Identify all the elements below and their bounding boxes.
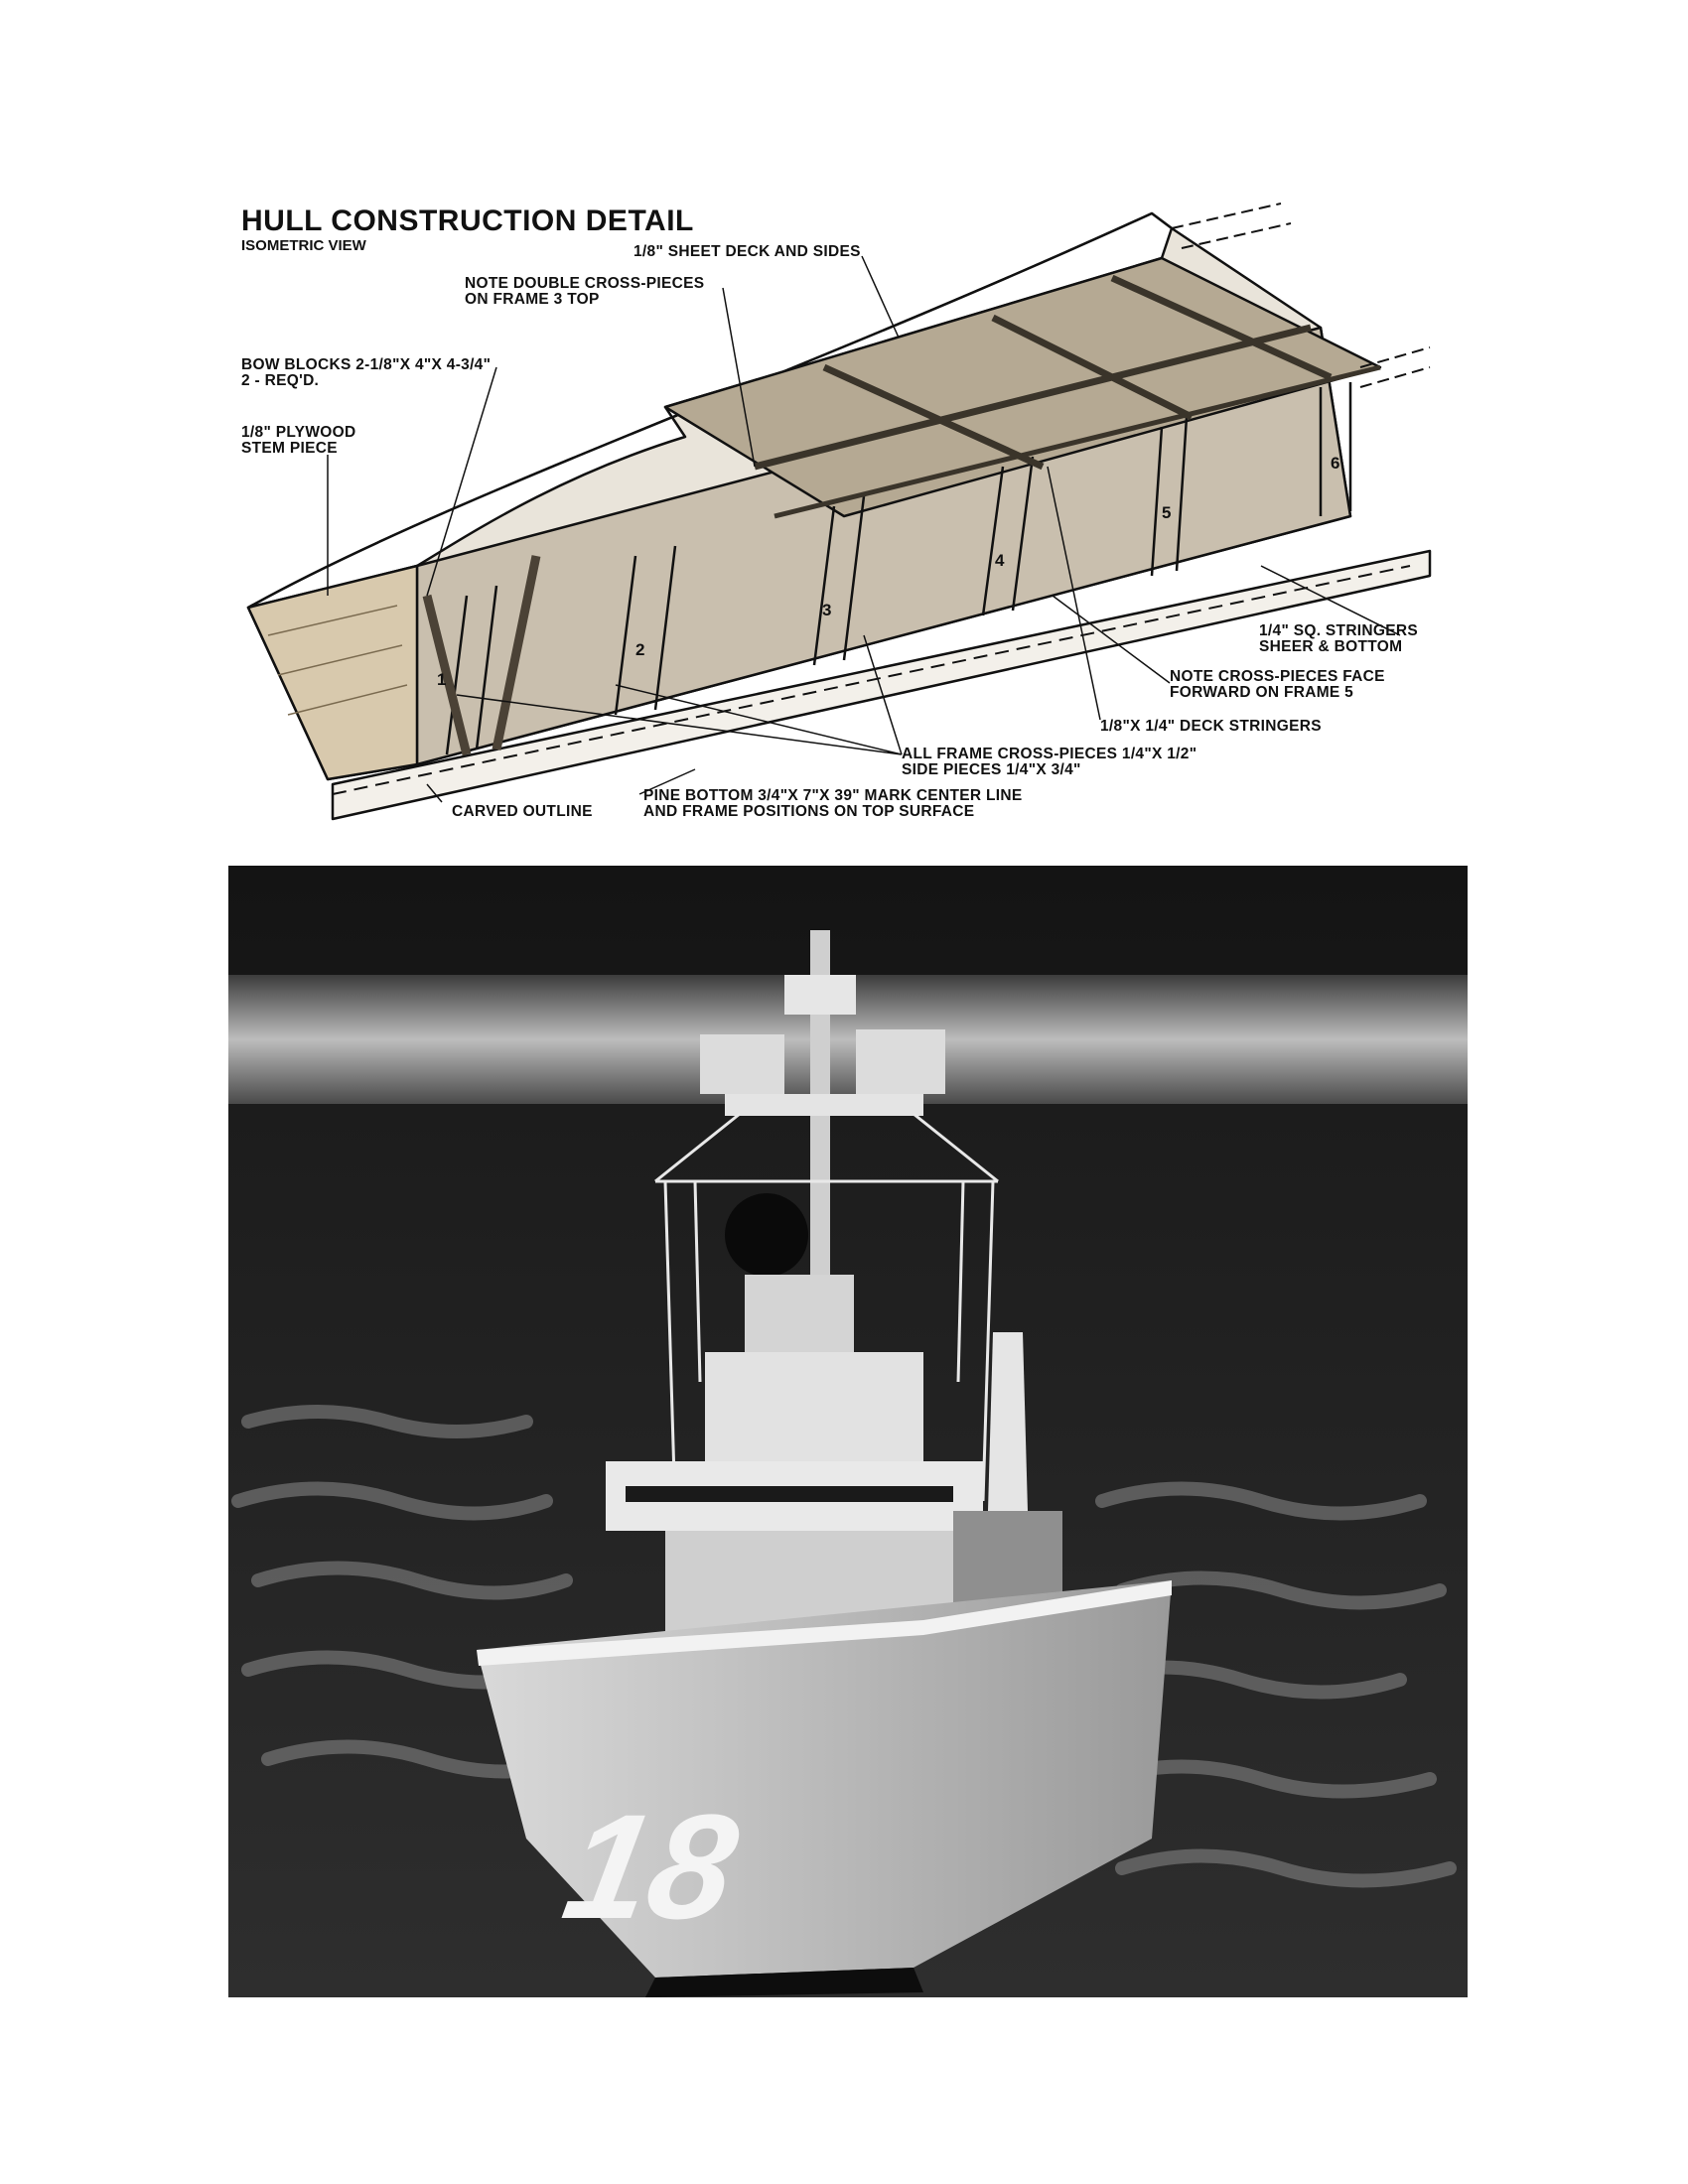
hull-construction-diagram (0, 0, 1688, 854)
label-bow-blocks-1: BOW BLOCKS 2-1/8"X 4"X 4-3/4" (241, 356, 492, 373)
label-sheet-deck: 1/8" SHEET DECK AND SIDES (633, 243, 861, 260)
radar-dish (725, 1193, 808, 1277)
label-cross-pieces-1: ALL FRAME CROSS-PIECES 1/4"X 1/2" (902, 746, 1197, 762)
hull-number: 18 (553, 1784, 749, 1951)
yardarm (725, 1094, 923, 1116)
model-ship-photo (228, 866, 1468, 1997)
bridge-windows (626, 1486, 953, 1502)
label-carved-outline: CARVED OUTLINE (452, 803, 593, 820)
frame-number-1: 1 (437, 670, 447, 689)
stack (988, 1332, 1028, 1511)
diagram-subtitle: ISOMETRIC VIEW (241, 237, 366, 254)
label-pine-2: AND FRAME POSITIONS ON TOP SURFACE (643, 803, 975, 820)
label-bow-blocks-2: 2 - REQ'D. (241, 372, 320, 389)
label-cross-pieces-2: SIDE PIECES 1/4"X 3/4" (902, 761, 1081, 778)
label-face-forward-2: FORWARD ON FRAME 5 (1170, 684, 1354, 701)
frame-number-2: 2 (635, 640, 645, 659)
label-face-forward-1: NOTE CROSS-PIECES FACE (1170, 668, 1385, 685)
frame-number-4: 4 (995, 551, 1005, 570)
label-pine-1: PINE BOTTOM 3/4"X 7"X 39" MARK CENTER LINE (643, 787, 1023, 804)
label-stem-2: STEM PIECE (241, 440, 338, 457)
label-stem-1: 1/8" PLYWOOD (241, 424, 356, 441)
label-stringers-2: SHEER & BOTTOM (1259, 638, 1403, 655)
frame-number-6: 6 (1331, 454, 1340, 473)
radar-panel-right (856, 1029, 945, 1094)
diagram-title: HULL CONSTRUCTION DETAIL (241, 205, 694, 237)
label-double-cross-1: NOTE DOUBLE CROSS-PIECES (465, 275, 705, 292)
label-deck-stringers: 1/8"X 1/4" DECK STRINGERS (1100, 718, 1322, 735)
bridge-upper (705, 1352, 923, 1461)
label-stringers-1: 1/4" SQ. STRINGERS (1259, 622, 1419, 639)
frame-number-5: 5 (1162, 503, 1172, 522)
radar-panel-left (700, 1034, 784, 1094)
label-double-cross-2: ON FRAME 3 TOP (465, 291, 600, 308)
frame-number-3: 3 (822, 601, 832, 619)
mast-platform (784, 975, 856, 1015)
director-tower (745, 1275, 854, 1354)
